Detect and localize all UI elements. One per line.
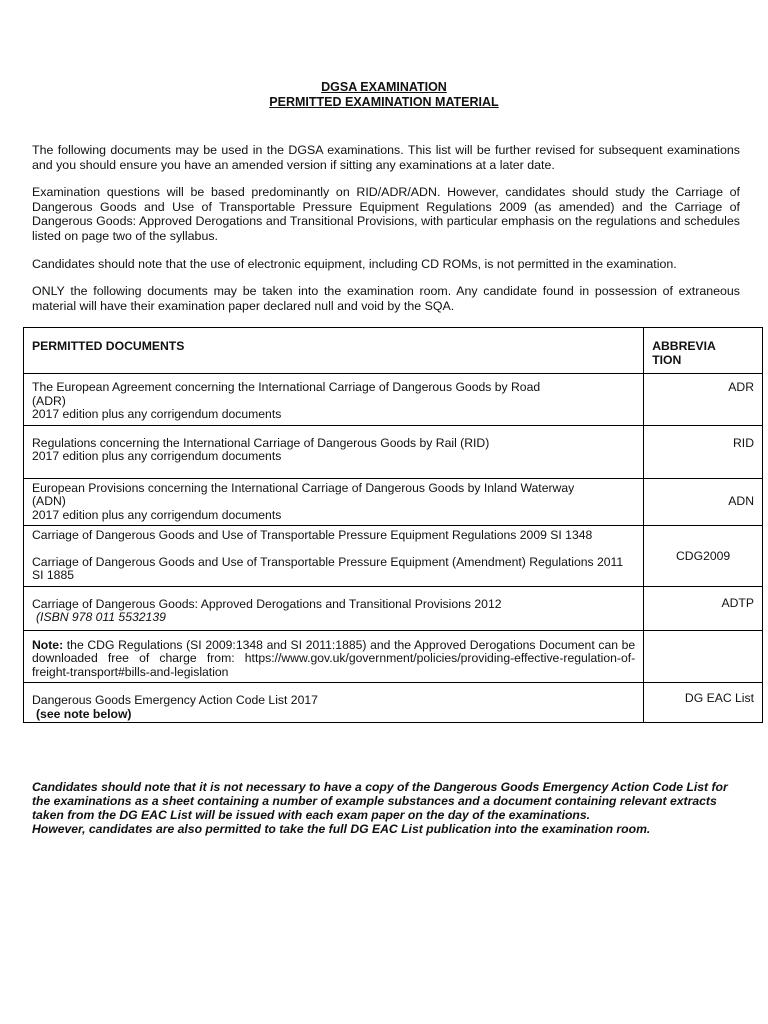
syllabus-paragraph: Examination questions will be based predominantly on RID/ADR/ADN. However, candidates should study the Carriage of Dangerous Goods and Use of Transportable Pressure Equipment Regulations 2009 (as amended) and the Carriage of Dangerous Goods: Approved Derogations and Transitional Provisions, with particular emphasis on the regulations and schedules listed on page two of the syllabus.	[32, 185, 740, 243]
row-rid-line2: 2017 edition plus any corrigendum documents	[32, 449, 282, 463]
row-adr-line3: 2017 edition plus any corrigendum documents	[32, 407, 282, 421]
note-label: Note:	[32, 637, 64, 652]
table-row	[24, 374, 763, 426]
row-note-description	[24, 630, 644, 683]
row-adtp-description	[24, 586, 644, 630]
row-rid-line1: Regulations concerning the International Carriage of Dangerous Goods by Rail (RID)	[32, 435, 490, 450]
footer-note-line1: Candidates should note that it is not necessary to have a copy of the Dangerous Goods Emergency Action Code List for the examinations as a sheet containing a number of example substances and a document containing relevant extracts taken from the DG EAC List will be issued with each exam paper on the day of the examinations.	[32, 780, 728, 822]
row-adn-abbreviation: ADN	[644, 478, 763, 526]
row-rid-abbreviation: RID	[644, 425, 763, 478]
table-row	[24, 586, 763, 630]
header-permitted-documents: PERMITTED DOCUMENTS	[24, 328, 644, 374]
header-abbreviation-line1: ABBREVIA	[652, 339, 716, 353]
table-header-row	[24, 328, 763, 374]
row-dgeac-line2: (see note below)	[36, 706, 132, 721]
row-adr-description	[24, 374, 644, 426]
footer-note	[32, 780, 732, 836]
intro-paragraph: The following documents may be used in the DGSA examinations. This list will be further revised for subsequent examinations and you should ensure you have an amended version if sitting any examinations at a later date.	[32, 143, 740, 172]
table-row	[24, 478, 763, 526]
row-cdg-line1: Carriage of Dangerous Goods and Use of Transportable Pressure Equipment Regulations 2009 SI 1348	[32, 528, 593, 542]
table-row	[24, 630, 763, 683]
row-rid-description	[24, 425, 644, 478]
permitted-documents-table	[23, 327, 763, 723]
row-cdg-description	[24, 526, 644, 587]
table-row	[24, 425, 763, 478]
row-adn-description	[24, 478, 644, 526]
row-adr-line2: (ADR)	[32, 393, 66, 408]
permitted-only-paragraph: ONLY the following documents may be taken into the examination room. Any candidate found in possession of extraneous material will have their examination paper declared null and void by the SQA.	[32, 284, 740, 313]
row-adr-abbreviation: ADR	[644, 374, 763, 426]
document-title: DGSA EXAMINATION	[321, 80, 447, 94]
row-adtp-line2: (ISBN 978 011 5532139	[36, 610, 166, 624]
table-row	[24, 526, 763, 587]
row-adn-line2: (ADN)	[32, 494, 66, 508]
row-dgeac-abbreviation: DG EAC List	[644, 683, 763, 723]
row-note-abbreviation	[644, 630, 763, 683]
row-adr-line1: The European Agreement concerning the International Carriage of Dangerous Goods by Road	[32, 380, 541, 394]
row-adtp-abbreviation: ADTP	[644, 586, 763, 630]
row-dgeac-description	[24, 683, 644, 723]
row-cdg-line2: Carriage of Dangerous Goods and Use of Transportable Pressure Equipment (Amendment) Regulations 2011 SI 1885	[32, 554, 624, 582]
header-abbreviation	[644, 328, 763, 374]
row-cdg-abbreviation: CDG2009	[644, 526, 763, 587]
row-adn-line3: 2017 edition plus any corrigendum documents	[32, 507, 282, 522]
footer-note-line2: However, candidates are also permitted to take the full DG EAC List publication into the examination room.	[32, 822, 651, 836]
row-adn-line1: European Provisions concerning the International Carriage of Dangerous Goods by Inland Waterway	[32, 480, 575, 495]
row-adtp-line1: Carriage of Dangerous Goods: Approved Derogations and Transitional Provisions 2012	[32, 596, 502, 611]
header-abbreviation-line2: TION	[652, 352, 682, 367]
document-subtitle: PERMITTED EXAMINATION MATERIAL	[269, 95, 499, 109]
electronics-paragraph: Candidates should note that the use of electronic equipment, including CD ROMs, is not permitted in the examination.	[32, 257, 677, 271]
table-row	[24, 683, 763, 723]
note-text: the CDG Regulations (SI 2009:1348 and SI 2011:1885) and the Approved Derogations Document can be downloaded free of charge from: https://www.gov.uk/government/policies/providing-effective-regulation-of-freight-transport#bills-and-legislation	[32, 637, 636, 679]
row-dgeac-line1: Dangerous Goods Emergency Action Code List 2017	[32, 693, 318, 707]
